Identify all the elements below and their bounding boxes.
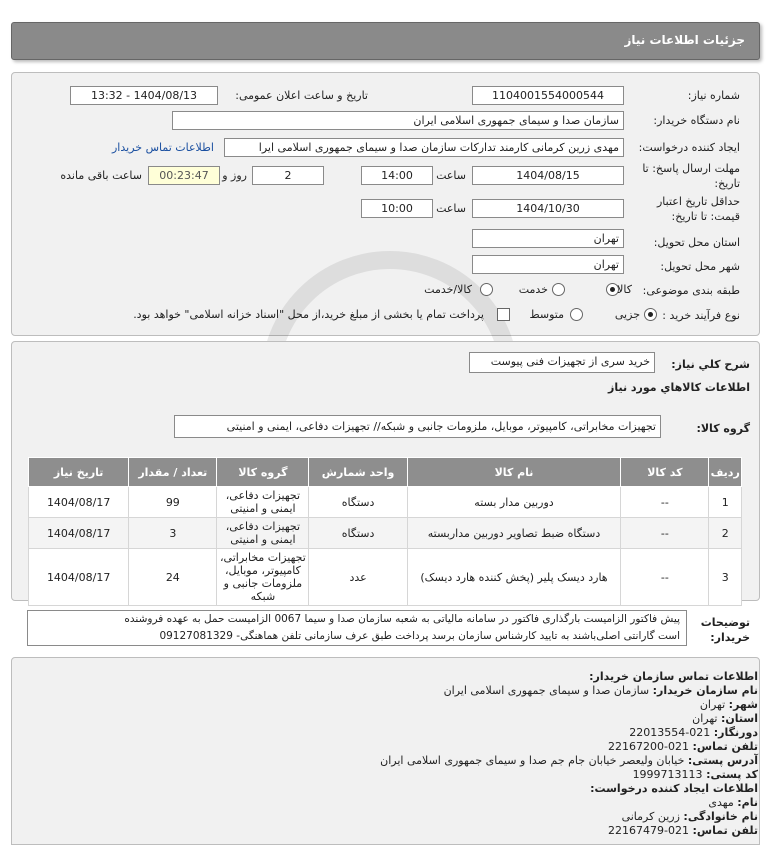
goods-table [28, 457, 742, 606]
creator-name [708, 796, 758, 809]
contact-postal [633, 768, 758, 781]
creator-phone-value: 021-22167479 [608, 824, 690, 837]
cell-qty: 3 [129, 518, 217, 549]
cell-code: -- [621, 518, 709, 549]
validity-time-label: ساعت [436, 202, 466, 215]
contact-address [380, 754, 758, 767]
validity-date-field: 1404/10/30 [472, 199, 624, 218]
page-header [11, 22, 760, 60]
cell-name: هارد دیسک پلیر (پخش کننده هارد دیسک) [407, 549, 621, 606]
buyer-org-field: سازمان صدا و سیمای جمهوری اسلامی ایران [172, 111, 624, 130]
cell-date: 1404/08/17 [29, 518, 129, 549]
payment-note: پرداخت تمام یا بخشی از مبلغ خرید،از محل "اسناد خزانه اسلامی" خواهد بود. [133, 308, 484, 321]
announce-label: تاریخ و ساعت اعلان عمومی: [235, 89, 368, 102]
contact-postal-value: 1999713113 [632, 768, 703, 781]
creator-phone-label: تلفن تماس: [692, 824, 758, 837]
cell-qty: 24 [129, 549, 217, 606]
notes-label: توضیحات [700, 616, 750, 629]
days-field: 2 [252, 166, 324, 185]
col-date: تاریخ نیاز [29, 458, 129, 487]
creator-label: ایجاد کننده درخواست: [638, 141, 740, 154]
category-both-radio[interactable] [480, 283, 493, 296]
need-number-label: شماره نیاز: [687, 89, 740, 102]
province-field: تهران [472, 229, 624, 248]
table-header-row [29, 458, 742, 487]
cell-code: -- [621, 549, 709, 606]
table-row [29, 487, 742, 518]
category-service-radio[interactable] [552, 283, 565, 296]
creator-family-value: زرین کرمانی [621, 810, 680, 823]
contact-org-label: نام سازمان خریدار: [652, 684, 758, 697]
cell-date: 1404/08/17 [29, 487, 129, 518]
general-desc-label: شرح کلي نياز: [671, 358, 750, 371]
contact-fax-value: 021-22013554 [629, 726, 711, 739]
contact-city-label: شهر: [728, 698, 758, 711]
validity-label: حداقل تاریخ اعتبار [656, 195, 740, 208]
goods-group-label: گروه کالا: [696, 422, 750, 435]
remaining-time-field: 00:23:47 [148, 166, 220, 185]
cell-group: تجهیزات دفاعی، ایمنی و امنیتی [217, 487, 309, 518]
need-number-field: 1104001554000544 [472, 86, 624, 105]
buyer-org-label: نام دستگاه خریدار: [653, 114, 740, 127]
notes-label-2: خریدار: [710, 631, 750, 644]
contact-province-value: تهران [692, 712, 718, 725]
cell-row: 3 [709, 549, 742, 606]
process-minor-radio[interactable] [644, 308, 657, 321]
col-group: گروه کالا [217, 458, 309, 487]
goods-group-field: تجهیزات مخابراتی، کامپیوتر، موبایل، ملزومات جانبی و شبکه// تجهیزات دفاعی، ایمنی و امنیتی [174, 415, 661, 438]
cell-qty: 99 [129, 487, 217, 518]
category-goods-label: کالا [617, 283, 632, 296]
general-desc-field: خرید سری از تجهیزات فنی پیوست [469, 352, 655, 373]
contact-phone [608, 740, 758, 753]
table-row [29, 518, 742, 549]
creator-family [622, 810, 758, 823]
contact-phone-value: 021-22167200 [608, 740, 690, 753]
city-field: تهران [472, 255, 624, 274]
cell-name: دستگاه ضبط تصاویر دوربین مداربسته [407, 518, 621, 549]
goods-info-title: اطلاعات کالاهاي مورد نياز [608, 381, 750, 394]
city-label: شهر محل تحویل: [660, 260, 740, 273]
col-unit: واحد شمارش [309, 458, 407, 487]
col-qty: تعداد / مقدار [129, 458, 217, 487]
announce-field: 1404/08/13 - 13:32 [70, 86, 218, 105]
notes-box [27, 610, 687, 646]
treasury-checkbox[interactable] [497, 308, 510, 321]
contact-address-label: آدرس پستی: [687, 754, 758, 767]
cell-row: 2 [709, 518, 742, 549]
cell-row: 1 [709, 487, 742, 518]
creator-field: مهدی زرین کرمانی کارمند تدارکات سازمان صدا و سیمای جمهوری اسلامی ایرا [224, 138, 624, 157]
category-both-label: کالا/خدمت [424, 283, 472, 296]
remaining-label: ساعت باقی مانده [60, 169, 142, 182]
process-label: نوع فرآیند خرید : [662, 309, 740, 322]
cell-code: -- [621, 487, 709, 518]
cell-date: 1404/08/17 [29, 549, 129, 606]
cell-group: تجهیزات مخابراتی، کامپیوتر، موبایل، ملزومات جانبی و شبکه [217, 549, 309, 606]
process-medium-radio[interactable] [570, 308, 583, 321]
category-service-label: خدمت [518, 283, 548, 296]
creator-phone [608, 824, 758, 837]
contact-postal-label: کد پستی: [706, 768, 758, 781]
contact-fax-label: دورنگار: [713, 726, 758, 739]
page-title: جزئیات اطلاعات نیاز [624, 33, 745, 47]
contact-province [692, 712, 758, 725]
notes-line-1: پیش فاکتور الزامیست بارگذاری فاکتور در سامانه مالیاتی به شعبه سازمان صدا و سیما 0067 الزامیست حمل به عهده فروشنده [124, 613, 680, 625]
contact-city [700, 698, 758, 711]
category-label: طبقه بندی موضوعی: [642, 284, 740, 297]
deadline-time-label: ساعت [436, 169, 466, 182]
validity-time-field: 10:00 [361, 199, 433, 218]
col-row: ردیف [709, 458, 742, 487]
contact-info-link[interactable]: اطلاعات تماس خریدار [112, 141, 214, 154]
contact-title: اطلاعات تماس سازمان خریدار: [589, 670, 758, 683]
deadline-date-field: 1404/08/15 [472, 166, 624, 185]
deadline-label-2: تاریخ: [714, 177, 740, 190]
process-minor-label: جزیی [614, 308, 640, 321]
contact-fax [629, 726, 758, 739]
contact-province-label: استان: [721, 712, 758, 725]
deadline-time-field: 14:00 [361, 166, 433, 185]
deadline-label: مهلت ارسال پاسخ: تا [642, 162, 740, 175]
days-label: روز و [222, 169, 247, 182]
cell-name: دوربین مدار بسته [407, 487, 621, 518]
cell-unit: دستگاه [309, 518, 407, 549]
contact-city-value: تهران [699, 698, 726, 711]
cell-unit: دستگاه [309, 487, 407, 518]
contact-org-value: سازمان صدا و سیمای جمهوری اسلامی ایران [443, 684, 650, 697]
contact-phone-label: تلفن تماس: [692, 740, 758, 753]
col-name: نام کالا [407, 458, 621, 487]
table-row [29, 549, 742, 606]
col-code: کد کالا [621, 458, 709, 487]
province-label: استان محل تحویل: [653, 236, 740, 249]
notes-line-2: است گارانتی اصلی‌باشند به تایید کارشناس سازمان برسد پرداخت طبق عرف سازمانی تلفن هماهنگی- 09127081329 [159, 630, 680, 642]
process-medium-label: متوسط [529, 308, 564, 321]
creator-name-value: مهدی [708, 796, 734, 809]
cell-unit: عدد [309, 549, 407, 606]
validity-label-2: قیمت: تا تاریخ: [671, 210, 740, 223]
creator-family-label: نام خانوادگی: [683, 810, 758, 823]
contact-address-value: خیابان ولیعصر خیابان جام جم صدا و سیمای جمهوری اسلامی ایران [380, 754, 685, 767]
creator-title: اطلاعات ایجاد کننده درخواست: [590, 782, 758, 795]
cell-group: تجهیزات دفاعی، ایمنی و امنیتی [217, 518, 309, 549]
creator-name-label: نام: [737, 796, 758, 809]
contact-org [444, 684, 758, 697]
